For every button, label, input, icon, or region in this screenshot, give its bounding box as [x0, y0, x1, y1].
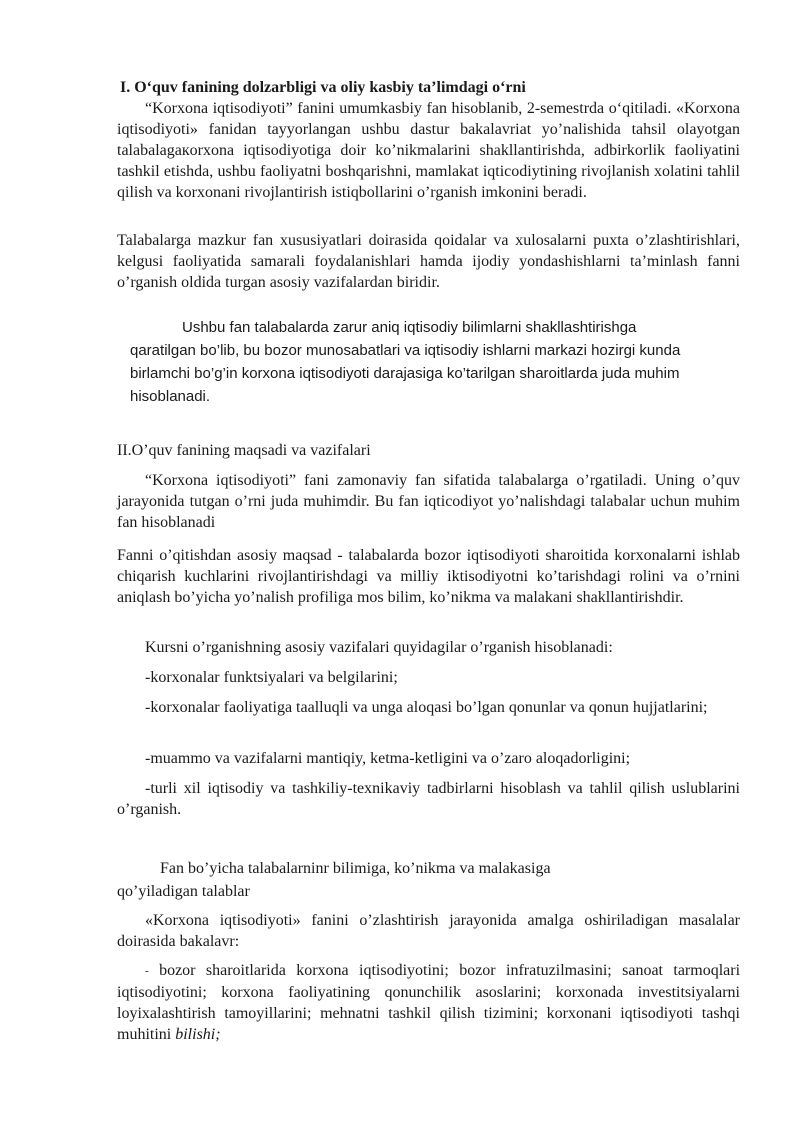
section3-heading-line1: Fan bo’yicha talabalarninr bilimiga, ko’nikma va malakasiga [160, 860, 551, 877]
task-item-1: -korxonalar funktsiyalari va belgilarini; [145, 669, 398, 686]
section2-paragraph-3: Kursni o’rganishning asosiy vazifalari quyidagilar o’rganish hisoblanadi: [145, 639, 613, 656]
section1-paragraph-1: “Korxona iqtisodiyoti” fanini umumkasbiy fan hisoblanib, 2-semestrda o‘qitiladi. «Korxona iqtisodiyoti» fanidan tayyorlangan ushbu dastur bakalavriat yo’nalishida tahsil olayotgan talabalagaкorxona iqtisodiyotiga doir ko’nikmalarini shakllantirishda, adbirkorlik faoliyatini tashkil etishda, ushbu faoliyatni boshqarishni, mamlakat iqticodiytining rivojlanish xolatini tahlil qilish va korxonani rivojlantirish istiqbollarini o’rganish imkonini beradi. [117, 100, 740, 201]
section1-paragraph-3-rest: qaratilgan bo’lib, bu bozor munosabatlari va iqtisodiy ishlarni markazi hozirgi kunda birlamchi bo’g’in korxona iqtisodiyoti darajasiga ko’tarilgan sharoitlarda juda muhim hisoblanadi. [130, 342, 681, 405]
section3-paragraph-2 [117, 960, 740, 1045]
section1-paragraph-2: Talabalarga mazkur fan xususiyatlari doirasida qoidalar va xulosalarni puxta o’zlashtirishlari, kelgusi faoliyatida samarali foydalanishlari hamda ijodiy yondashishlarni ta’minlash fanni o’rganish oldida turgan asosiy vazifalardan biridir. [117, 232, 740, 291]
section1-paragraph-3-line1: Ushbu fan talabalarda zarur aniq iqtisodiy bilimlarni shakllashtirishga [182, 319, 637, 336]
section1-paragraph-3 [130, 316, 720, 408]
section2-heading: II.O’quv fanining maqsadi va vazifalari [117, 442, 371, 459]
section1-heading: I. O‘quv fanining dolzarbligi va oliy kasbiy ta’limdagi o‘rni [120, 79, 526, 96]
list-dash: - [145, 965, 149, 977]
task-item-2: -korxonalar faoliyatiga taalluqli va unga aloqasi bo’lgan qonunlar va qonun hujjatlarini; [145, 699, 708, 716]
section3-paragraph-1: «Korxona iqtisodiyoti» fanini o’zlashtirish jarayonida amalga oshiriladigan masalalar doirasida bakalavr: [117, 912, 740, 950]
section2-paragraph-1: “Korxona iqtisodiyoti” fani zamonaviy fan sifatida talabalarga o’rgatiladi. Uning o’quv jarayonida tutgan o’rni juda muhimdir. Bu fan iqticodiyot yo’nalishdagi talabalar uchun muhim fan hisoblanadi [117, 472, 740, 531]
task-item-3: -muammo va vazifalarni mantiqiy, ketma-ketligini va o’zaro aloqadorligini; [145, 750, 631, 767]
section3-heading [117, 857, 677, 903]
task-item-4: -turli xil iqtisodiy va tashkiliy-texnikaviy tadbirlarni hisoblash va tahlil qilish uslublarini o’rganish. [117, 780, 740, 818]
section3-heading-line2: qo’yiladigan talablar [117, 883, 250, 900]
section3-paragraph-2-text: bozor sharoitlarida korxona iqtisodiyotini; bozor infratuzilmasini; sanoat tarmoqlari iqtisodiyotini; korxona faoliyatining qonunchilik asoslarini; korxonada investitsiyalarni loyixalashtirish tamoyillarini; mehnatni tashkil qilish tizimini; korxonani iqtisodiyoti tashqi muhitini [117, 962, 741, 1043]
section3-paragraph-2-italic: bilishi; [175, 1026, 221, 1043]
section2-paragraph-2: Fanni o’qitishdan asosiy maqsad - talabalarda bozor iqtisodiyoti sharoitida korxonalarni ishlab chiqarish kuchlarini rivojlantirishdagi va milliy iktisodiyotni ko’tarishdagi rolini va o’rnini aniqlash bo’yicha yo’nalish profiliga mos bilim, ko’nikma va malakani shakllantirishdir. [117, 547, 740, 606]
